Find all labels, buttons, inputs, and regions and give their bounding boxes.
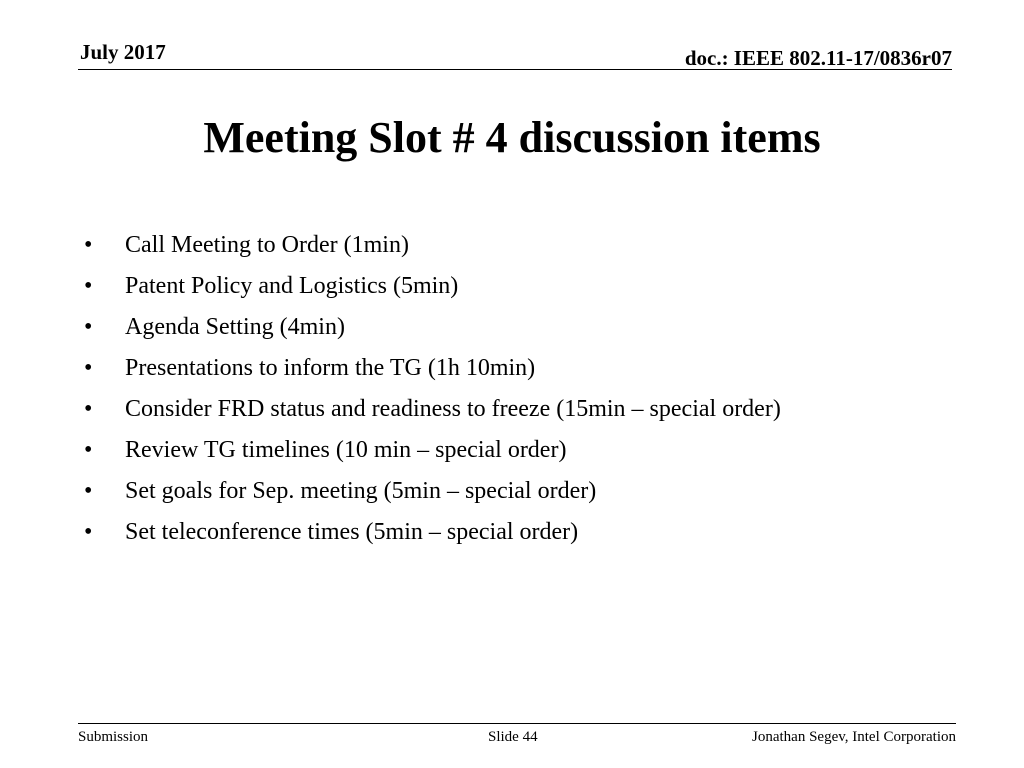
footer-author: Jonathan Segev, Intel Corporation [752,729,956,745]
bullet-icon: • [84,519,93,545]
bullet-icon: • [84,232,93,258]
bullet-icon: • [84,355,93,381]
slide-title: Meeting Slot # 4 discussion items [203,113,821,162]
bullet-icon: • [84,437,93,463]
footer-submission-label: Submission [78,729,149,745]
list-item-text: Call Meeting to Order (1min) [125,232,409,258]
footer-slide-number: Slide 44 [488,729,538,745]
footer-divider [78,723,956,724]
list-item-text: Consider FRD status and readiness to freeze (15min – special order) [125,396,781,422]
list-item-text: Set teleconference times (5min – special order) [125,519,579,545]
list-item-text: Patent Policy and Logistics (5min) [125,273,459,299]
bullet-icon: • [84,478,93,504]
bullet-icon: • [84,396,93,422]
list-item-text: Agenda Setting (4min) [125,314,345,340]
header-document-id: doc.: IEEE 802.11-17/0836r07 [684,46,952,70]
list-item-text: Set goals for Sep. meeting (5min – special order) [125,478,597,504]
bullet-icon: • [84,273,93,299]
header-divider [78,69,952,70]
header-date: July 2017 [80,40,166,64]
bullet-icon: • [84,314,93,340]
list-item-text: Review TG timelines (10 min – special order) [125,437,567,463]
list-item-text: Presentations to inform the TG (1h 10min) [125,355,536,381]
